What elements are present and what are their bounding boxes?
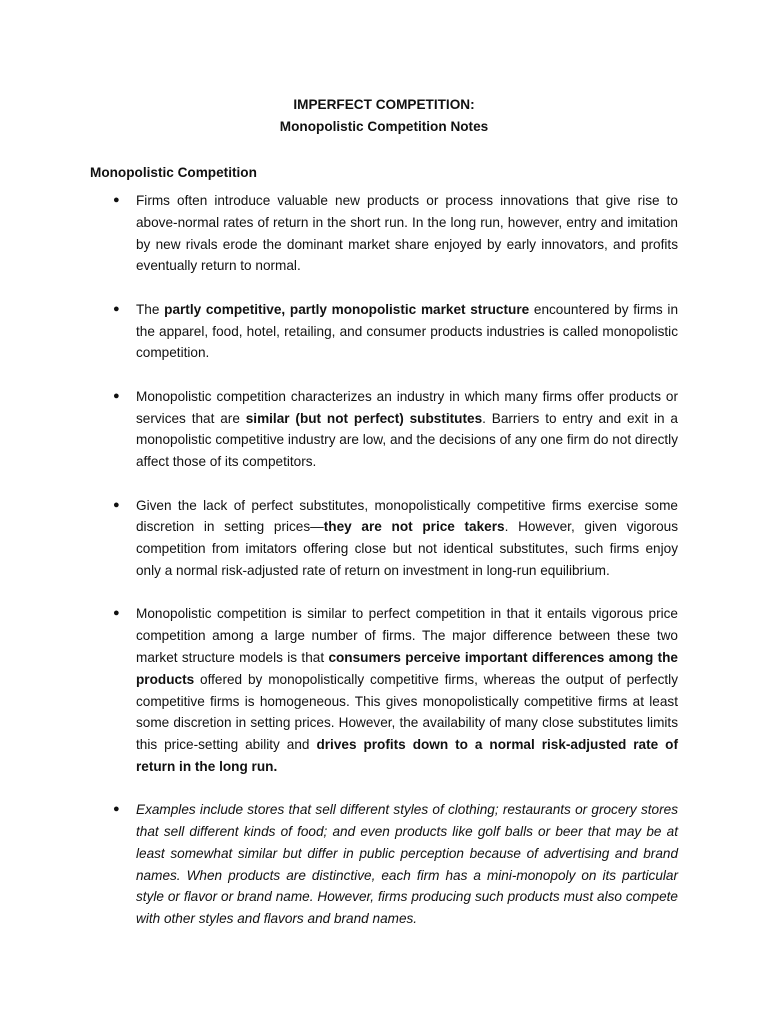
- bullet-dot-icon: ●: [113, 498, 120, 511]
- text-segment: Monopolistic competition characterizes an industry in which many firms offer products or services that are: [136, 388, 678, 426]
- bullet-item: [0, 386, 678, 473]
- bullet-item: [0, 495, 678, 582]
- bullet-dot-icon: ●: [113, 389, 120, 402]
- italic-text-segment: Examples include stores that sell different styles of clothing; restaurants or grocery stores that sell different kinds of food; and even products like golf balls or beer that may be at least somewhat similar but differ in public perception because of advertising and brand names. When products are distinctive, each firm has a mini-monopoly on its particular style or flavor or brand name. However, firms producing such products must also compete with other styles and flavors and brand names.: [136, 802, 678, 927]
- text-segment: offered by monopolistically competitive firms, whereas the output of perfectly competitive firms is homogeneous. This gives monopolistically competitive firms at least some discretion in setting prices. However, the availability of many close substitutes limits this price-setting ability and: [136, 671, 678, 753]
- text-segment: Firms often introduce valuable new products or process innovations that give rise to above-normal rates of return in the short run. In the long run, however, entry and imitation by new rivals erode the dominant market share enjoyed by early innovators, and profits eventually return to normal.: [136, 193, 678, 274]
- bullet-dot-icon: ●: [113, 803, 120, 816]
- section-heading: Monopolistic Competition: [90, 165, 257, 180]
- text-segment: . Barriers to entry and exit in a monopolistic competitive industry are low, and the decisions of any one firm do not directly affect those of its competitors.: [136, 410, 678, 470]
- document-title: [0, 94, 768, 138]
- bullet-text: [136, 799, 678, 930]
- bold-text-segment: they are not price takers: [323, 519, 505, 535]
- bold-text-segment: drives profits down to a normal risk-adjusted rate of return in the long run.: [136, 737, 678, 774]
- bullet-dot-icon: ●: [113, 607, 120, 620]
- bullet-item: [0, 299, 678, 364]
- title-line-1: IMPERFECT COMPETITION:: [293, 97, 475, 112]
- bold-text-segment: consumers perceive important differences among the products: [136, 649, 678, 687]
- bullet-text: [136, 299, 678, 364]
- bold-text-segment: similar (but not perfect) substitutes: [245, 410, 483, 426]
- bullet-dot-icon: ●: [113, 194, 120, 206]
- bullet-item: [0, 190, 678, 277]
- bullet-text: [136, 190, 678, 277]
- bullet-list: [0, 190, 768, 952]
- text-segment: . However, given vigorous competition from imitators offering close but not identical substitutes, such firms enjoy only a normal risk-adjusted rate of return on investment in long-run equilibrium.: [136, 519, 679, 578]
- bullet-item: [0, 603, 678, 777]
- bullet-item: [0, 799, 678, 930]
- bullet-text: [136, 386, 678, 473]
- bullet-text: [136, 603, 678, 777]
- bullet-text: [136, 495, 678, 582]
- bold-text-segment: partly competitive, partly monopolistic market structure: [164, 301, 530, 317]
- bullet-dot-icon: ●: [113, 302, 120, 315]
- text-segment: Given the lack of perfect substitutes, monopolistically competitive firms exercise some discretion in setting prices—: [136, 497, 678, 535]
- text-segment: The: [136, 301, 165, 317]
- title-line-2: Monopolistic Competition Notes: [279, 119, 489, 134]
- text-segment: encountered by firms in the apparel, food, hotel, retailing, and consumer products industries is called monopolistic competition.: [136, 301, 678, 361]
- text-segment: Monopolistic competition is similar to perfect competition in that it entails vigorous price competition among a large number of firms. The major difference between these two market structure models is that: [136, 606, 678, 665]
